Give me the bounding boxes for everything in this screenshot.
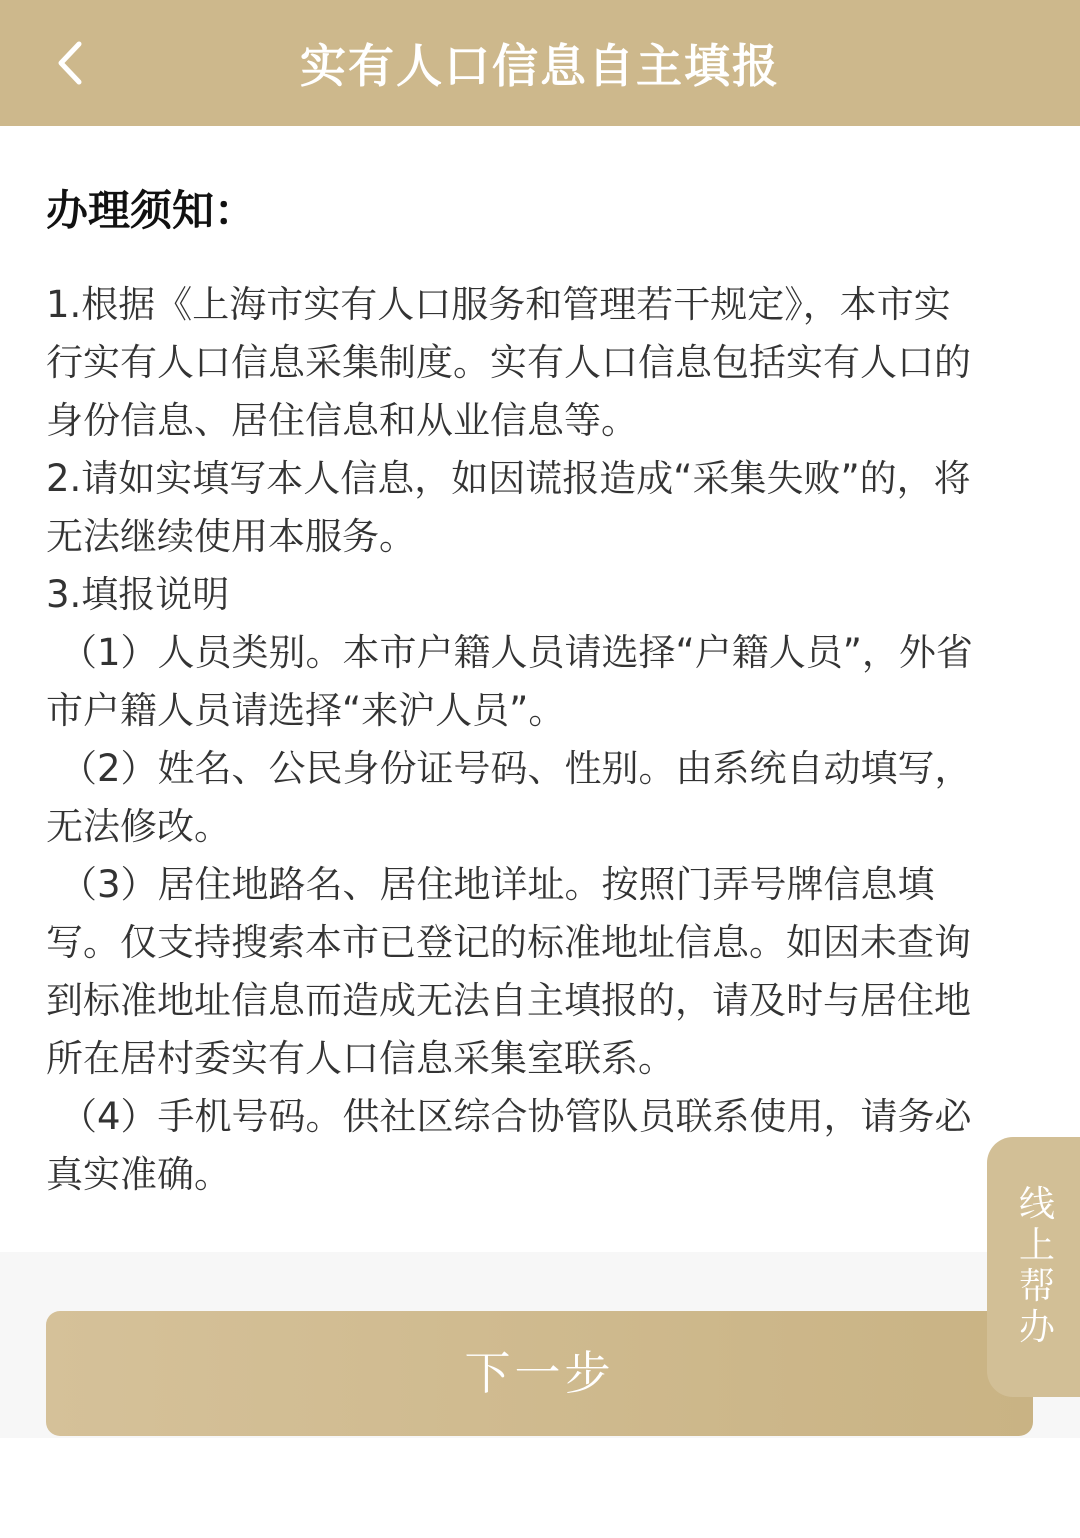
notice-heading: 办理须知： bbox=[46, 186, 257, 235]
notice-line: 身份信息、居住信息和从业信息等。 bbox=[46, 399, 638, 442]
notice-line: 2.请如实填写本人信息，如因谎报造成“采集失败”的，将 bbox=[46, 457, 971, 500]
notice-line: （3）居住地路名、居住地详址。按照门弄号牌信息填 bbox=[60, 863, 935, 906]
notice-line: 到标准地址信息而造成无法自主填报的，请及时与居住地 bbox=[46, 979, 971, 1022]
notice-line: 无法继续使用本服务。 bbox=[46, 515, 416, 558]
help-tab-char: 帮 bbox=[1018, 1266, 1055, 1307]
bottom-spacer bbox=[0, 1438, 1080, 1538]
notice-line: （4）手机号码。供社区综合协管队员联系使用，请务必 bbox=[60, 1095, 972, 1138]
help-tab-char: 上 bbox=[1018, 1225, 1055, 1266]
notice-line: 所在居村委实有人口信息采集室联系。 bbox=[46, 1037, 675, 1080]
notice-line: （2）姓名、公民身份证号码、性别。由系统自动填写， bbox=[60, 747, 972, 790]
help-tab-char: 线 bbox=[1018, 1184, 1055, 1225]
notice-line: 3.填报说明 bbox=[46, 573, 230, 616]
notice-line: 市户籍人员请选择“来沪人员”。 bbox=[46, 689, 566, 732]
online-help-tab[interactable] bbox=[987, 1137, 1080, 1397]
page-title: 实有人口信息自主填报 bbox=[300, 39, 780, 93]
help-tab-char: 办 bbox=[1018, 1307, 1055, 1348]
notice-text bbox=[46, 276, 1036, 1204]
notice-line: 无法修改。 bbox=[46, 805, 231, 848]
notice-line: （1）人员类别。本市户籍人员请选择“户籍人员”，外省 bbox=[60, 631, 973, 674]
top-bar bbox=[0, 0, 1080, 126]
next-step-button[interactable]: 下一步 bbox=[46, 1311, 1033, 1436]
notice-section bbox=[0, 126, 1080, 1252]
notice-line: 行实有人口信息采集制度。实有人口信息包括实有人口的 bbox=[46, 341, 971, 384]
notice-line: 写。仅支持搜索本市已登记的标准地址信息。如因未查询 bbox=[46, 921, 971, 964]
notice-line: 真实准确。 bbox=[46, 1153, 231, 1196]
notice-line: 1.根据《上海市实有人口服务和管理若干规定》，本市实 bbox=[46, 283, 951, 326]
